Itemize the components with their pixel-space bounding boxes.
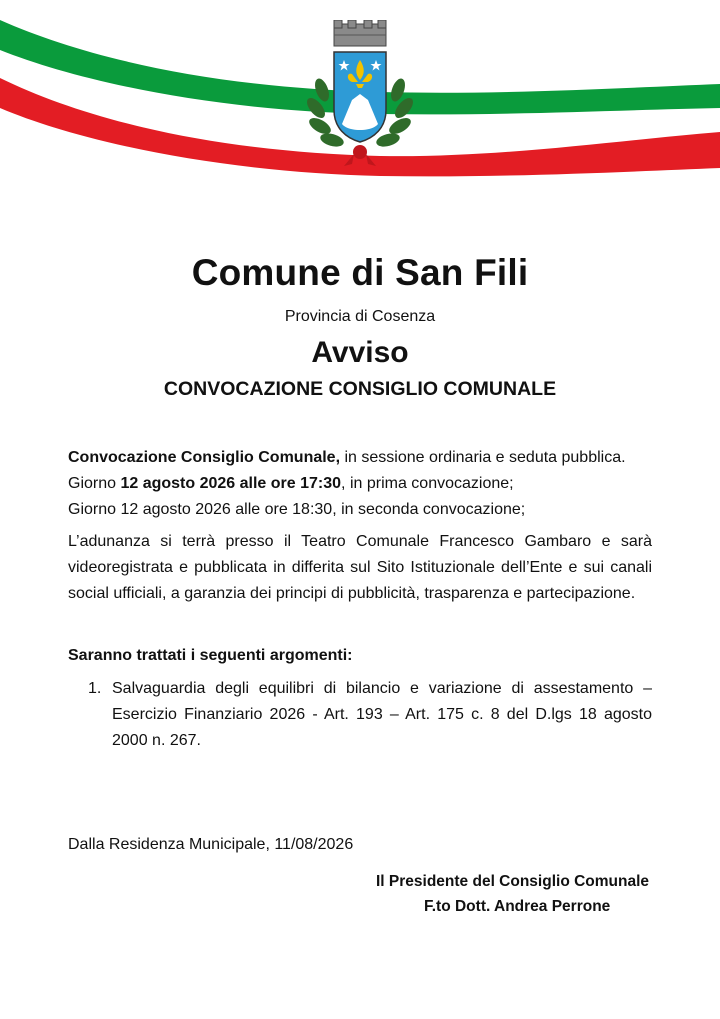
signature-name: F.to Dott. Andrea Perrone [424,898,611,915]
notice-subject: CONVOCAZIONE CONSIGLIO COMUNALE [163,378,557,400]
page-title: Comune di San Fili [191,252,529,293]
topics-heading-text: Saranno trattati i seguenti argomenti [68,647,348,664]
venue-paragraph: L’adunanza si terrà presso il Teatro Comunale Francesco Gambaro e sarà videoregistrata e pubblicata in differita sul Sito Istituzionale dell’Ente e sui canali social ufficiali, a garanzia dei principi di pubblicità, trasparenza e partecipazione. [68,533,652,602]
first-convocation-datetime: 12 agosto 2026 alle ore 17:30 [120,475,342,492]
list-item-number: 1. [88,680,102,697]
topics-list [88,676,652,754]
notice-heading: Avviso [311,336,409,369]
ribbon-bow-icon [353,145,367,159]
list-item [88,676,652,754]
convocation-label: Convocazione Consiglio Comunale, [68,449,341,466]
mural-crown-icon [334,20,386,46]
first-convocation-suffix: , in prima convocazione; [341,475,514,492]
convocation-session: in sessione ordinaria e seduta pubblica. [340,449,626,466]
first-convocation-prefix: Giorno [68,475,121,492]
convocation-paragraph [68,445,652,471]
topics-heading [68,643,652,669]
topics-heading-colon: : [347,647,353,664]
list-item-text: Salvaguardia degli equilibri di bilancio e variazione di assestamento – Esercizio Finanziario 2026 - Art. 193 – Art. 175 c. 8 del D.lgs 18 agosto 2000 n. 267. [112,680,652,749]
first-convocation-line [68,471,652,497]
signature-role: Il Presidente del Consiglio Comunale [376,873,650,890]
coat-of-arms-emblem [300,20,420,170]
province-label: Provincia di Cosenza [284,308,436,325]
place-and-date: Dalla Residenza Municipale, 11/08/2026 [68,836,354,853]
second-convocation-line: Giorno 12 agosto 2026 alle ore 18:30, in seconda convocazione; [68,501,526,518]
